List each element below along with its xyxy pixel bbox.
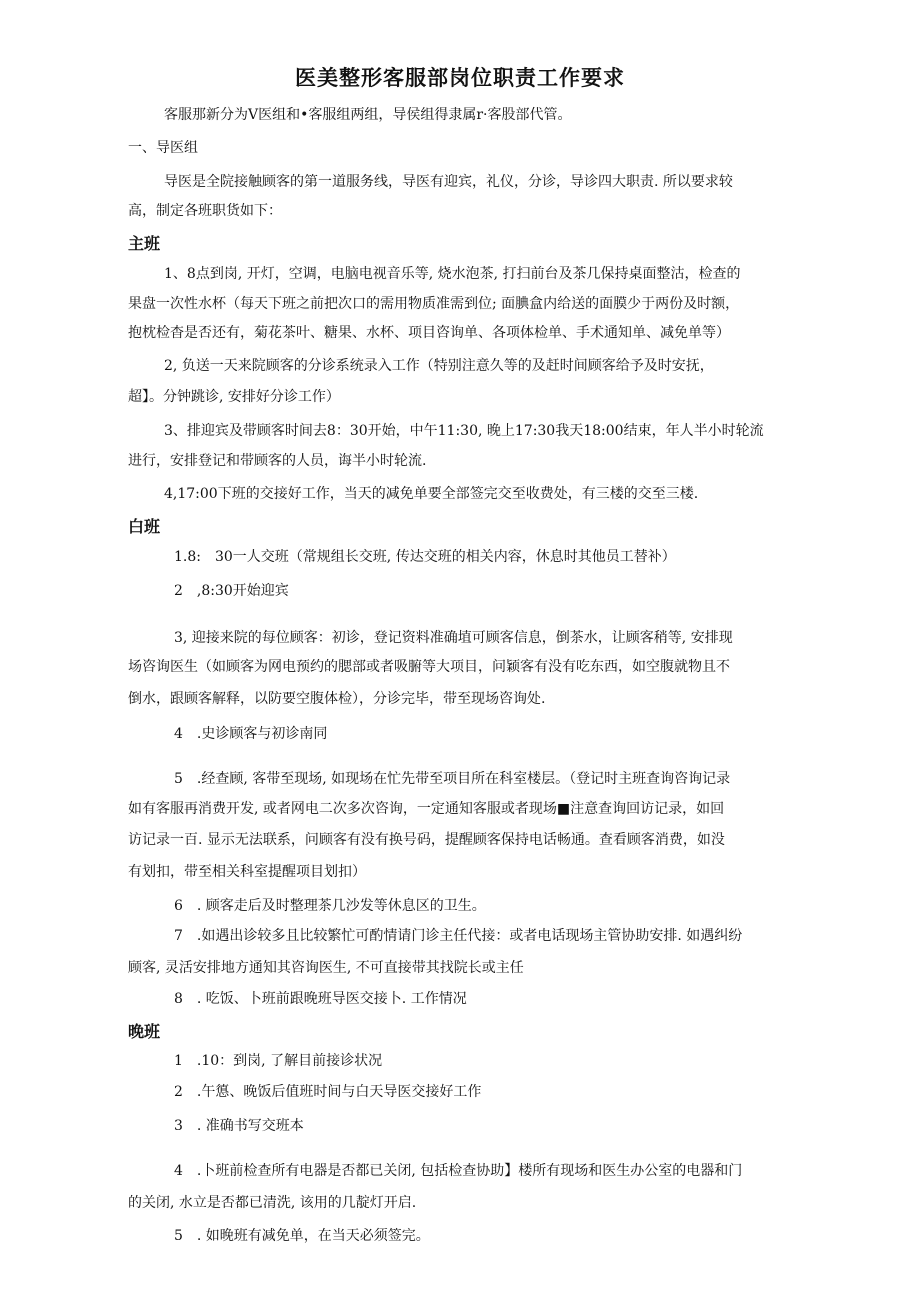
day-item-7-line-2: 顾客, 灵活安排地方通知其咨询医生, 不可直接带其找院长或主任	[128, 960, 524, 976]
night-item-3: 3 . 准确书写交班本	[174, 1118, 304, 1134]
section-label-guide-group: 一、导医组	[128, 140, 198, 156]
day-item-1: 1.8: 30一人交班（常规组长交班, 传达交班的相关内容，休息时其他员工替补）	[174, 549, 676, 565]
night-item-4-line-1: 4 .卜班前检查所有电器是否都已关闭, 包括检查协助】楼所有现场和医生办公室的电器和门	[174, 1163, 743, 1179]
night-item-1: 1 .10：到岗, 了解目前接诊状况	[174, 1053, 383, 1069]
main-item-3-line-1: 3、排迎宾及带顾客时间去8：30开始，中午11:30, 晚上17:30我天18:00结束，年人半小时轮流	[164, 423, 764, 439]
day-item-7-line-1: 7 .如遇出诊较多且比较繁忙可酌情请门诊主任代接：或者电话现场主管协助安排. 如遇纠纷	[174, 928, 743, 944]
day-item-5-line-1: 5 .经查顾, 客带至现场, 如现场在忙先带至项目所在科室楼层。（登记时主班查询咨询记录	[174, 771, 731, 787]
heading-day-shift: 白班	[128, 517, 161, 536]
day-item-5-line-2: 如有客服再消费开发, 或者网电二次多次咨询，一定通知客服或者现场■注意查询回访记录，如回	[128, 801, 725, 817]
section-intro-line-2: 高，制定各班职货如下：	[128, 203, 282, 219]
day-item-5-line-4: 有划扣，带至相关科室提醒项目划扣）	[128, 864, 366, 880]
main-item-1-line-3: 抱枕检杳是否还有，菊花茶叶、糖果、水杯、项目咨询单、各项体检单、手术通知单、减免单等）	[128, 325, 730, 341]
night-item-5: 5 . 如晚班有减免单，在当天必须签完。	[174, 1228, 430, 1244]
heading-night-shift: 晚班	[128, 1022, 161, 1041]
main-item-1-line-1: 1、8点到岗, 开灯，空调，电脑电视音乐等, 烧水泡茶, 打扫前台及茶几保持桌面整沽，检查的	[164, 266, 741, 282]
day-item-8: 8 . 吃饭、卜班前跟晚班导医交接卜. 工作情况	[174, 991, 467, 1007]
day-item-6: 6 . 顾客走后及时整理茶几沙发等休息区的卫生。	[174, 898, 486, 914]
day-item-5-line-3: 访记录一百. 显示无法联系，问顾客有没有换号码，提醒顾客保持电话畅通。查看顾客消费，如没	[128, 832, 725, 848]
document-title: 医美整形客服部岗位职责工作要求	[295, 66, 625, 90]
day-item-3-line-1: 3, 迎接来院的每位顾客：初诊，登记资料准确埴可顾客信息，倒茶水，让顾客稍等, 安排现	[174, 630, 733, 646]
section-intro-line-1: 导医是全院接触顾客的第一道服务线，导医有迎宾，礼仪，分诊，导诊四大职责. 所以要求较	[164, 174, 733, 190]
main-item-1-line-2: 果盘一次性水杯（每天下班之前把次口的需用物质准需到位; 面腆盒内给送的面膜少于两份及时额，	[128, 296, 740, 312]
main-item-4: 4,17:00下班的交接好工作，当天的减免单要全部签完交至收费处，有三楼的交至三楼.	[164, 486, 699, 502]
day-item-3-line-3: 倒水，跟顾客解释，以防要空腹体检），分诊完毕，带至现场咨询处.	[128, 691, 546, 707]
day-item-3-line-2: 场咨询医生（如顾客为网电预约的腮部或者吸腑等大项目，问颖客有没有吃东西，如空腹就物且不	[128, 659, 730, 675]
main-item-2-line-1: 2, 负送一天来院顾客的分诊系统录入工作（特别注意久等的及赶时间顾客给予及时安抚，	[164, 358, 714, 374]
day-item-2: 2 ,8:30开始迎宾	[174, 583, 289, 599]
night-item-2: 2 .午憄、晚饭后值班时间与白天导医交接好工作	[174, 1084, 482, 1100]
intro-paragraph: 客服那新分为V医组和•客服组两组，导侯组得隶属r·客股部代管。	[164, 107, 572, 123]
heading-main-shift: 主班	[128, 234, 161, 253]
night-item-4-line-2: 的关闭, 水立是否都已清洗, 该用的几靛灯开启.	[128, 1195, 417, 1211]
day-item-4: 4 .史诊顾客与初诊南同	[174, 726, 328, 742]
main-item-2-line-2: 超】。分钟跳诊, 安排好分诊工作）	[128, 389, 340, 405]
main-item-3-line-2: 进行，安排登记和带顾客的人员，诲半小时轮流.	[128, 453, 427, 469]
